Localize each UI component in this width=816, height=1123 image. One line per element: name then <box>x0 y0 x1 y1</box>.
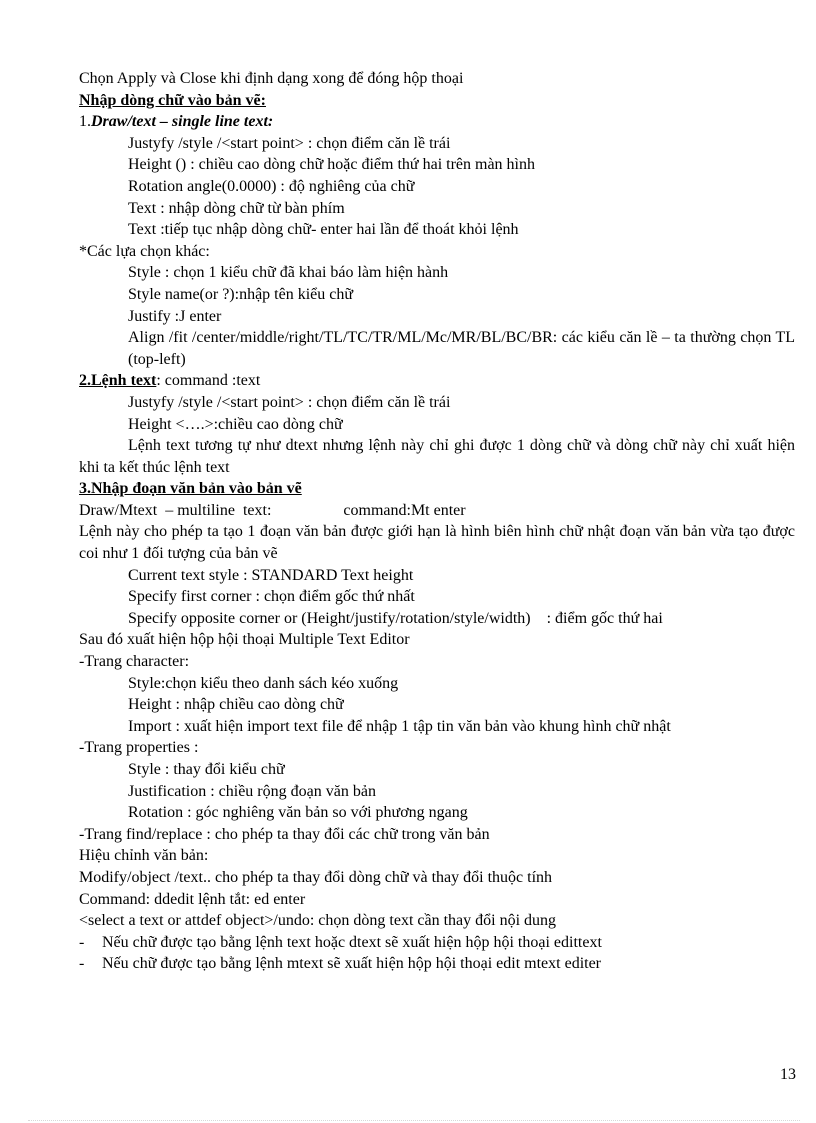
text-line: Modify/object /text.. cho phép ta thay đổi dòng chữ và thay đổi thuộc tính <box>79 868 553 886</box>
text-line: -Trang character: <box>79 653 190 671</box>
list-item <box>79 953 795 975</box>
text-line: Sau đó xuất hiện hộp hội thoại Multiple Text Editor <box>79 631 410 649</box>
document-body <box>79 68 795 975</box>
list-item-text: Nếu chữ được tạo bằng lệnh text hoặc dtext sẽ xuất hiện hộp hội thoại edittext <box>102 933 602 951</box>
footer-divider <box>28 1120 800 1121</box>
text-line: Rotation : góc nghiêng văn bản so với phương ngang <box>128 804 468 822</box>
text-line: Justyfy /style /<start point> : chọn điểm căn lề trái <box>128 134 451 152</box>
text-line: -Trang find/replace : cho phép ta thay đổi các chữ trong văn bản <box>79 825 490 843</box>
text-paragraph: Align /fit /center/middle/right/TL/TC/TR/ML/Mc/MR/BL/BC/BR: các kiểu căn lề – ta thường chọn TL (top-left) <box>128 329 795 368</box>
text-line: Command: ddedit lệnh tắt: ed enter <box>79 890 306 908</box>
text-paragraph: Lệnh text tương tự như dtext nhưng lệnh này chỉ ghi được 1 dòng chữ và dòng chữ này chỉ xuất hiện khi ta kết thúc lệnh text <box>79 437 795 476</box>
section-heading: Nhập dòng chữ vào bản vẽ: <box>79 91 266 109</box>
text-line: *Các lựa chọn khác: <box>79 242 210 260</box>
list-item <box>79 932 795 954</box>
text-line: Height () : chiều cao dòng chữ hoặc điểm thứ hai trên màn hình <box>128 156 535 174</box>
section-3-title: 3.Nhập đoạn văn bản vào bản vẽ <box>79 480 302 498</box>
text-line: Justification : chiều rộng đoạn văn bản <box>128 782 376 800</box>
text-line: Style : thay đổi kiểu chữ <box>128 761 285 778</box>
text-line: Specify first corner : chọn điểm gốc thứ nhất <box>128 588 415 606</box>
list-item-text: Nếu chữ được tạo bằng lệnh mtext sẽ xuất hiện hộp hội thoại edit mtext editer <box>102 955 602 973</box>
text-line: Height <….>:chiều cao dòng chữ <box>128 415 343 433</box>
text-line: Draw/Mtext – multiline text: command:Mt enter <box>79 501 466 519</box>
text-line: Style name(or ?):nhập tên kiểu chữ <box>128 285 354 303</box>
text-line: Text :tiếp tục nhập dòng chữ- enter hai lần để thoát khỏi lệnh <box>128 221 519 239</box>
text-line: -Trang properties : <box>79 739 199 757</box>
text-line: Style : chọn 1 kiểu chữ đã khai báo làm hiện hành <box>128 264 449 282</box>
text-paragraph: Lệnh này cho phép ta tạo 1 đoạn văn bản được giới hạn là hình biên hình chữ nhật đoạn văn bản vừa tạo được coi như 1 đối tượng của bản vẽ <box>79 523 795 563</box>
text-line: Hiệu chỉnh văn bản: <box>79 847 209 865</box>
section-1-heading: 1.Draw/text – single line text: <box>79 113 274 131</box>
text-line: Current text style : STANDARD Text height <box>128 566 414 584</box>
bullet-dash: - <box>79 933 85 951</box>
bullet-dash: - <box>79 955 85 973</box>
text-line: Specify opposite corner or (Height/justify/rotation/style/width) : điểm gốc thứ hai <box>128 609 663 627</box>
text-line: Rotation angle(0.0000) : độ nghiêng của chữ <box>128 177 415 195</box>
text-line: Height : nhập chiều cao dòng chữ <box>128 696 344 714</box>
text-line: Justify :J enter <box>128 307 222 325</box>
section-1-title: Draw/text – single line text: <box>91 113 274 131</box>
text-line: Style:chọn kiểu theo danh sách kéo xuống <box>128 674 399 692</box>
page-number: 13 <box>780 1066 796 1083</box>
section-2-heading: 2.Lệnh text: command :text <box>79 372 261 390</box>
text-line: Import : xuất hiện import text file để nhập 1 tập tin văn bản vào khung hình chữ nhật <box>128 717 671 735</box>
text-line: <select a text or attdef object>/undo: chọn dòng text cần thay đổi nội dung <box>79 912 557 930</box>
text-line: Justyfy /style /<start point> : chọn điểm căn lề trái <box>128 393 451 411</box>
text-line: Chọn Apply và Close khi định dạng xong để đóng hộp thoại <box>79 70 464 87</box>
section-2-title: 2.Lệnh text <box>79 372 157 390</box>
text-line: Text : nhập dòng chữ từ bàn phím <box>128 199 345 217</box>
